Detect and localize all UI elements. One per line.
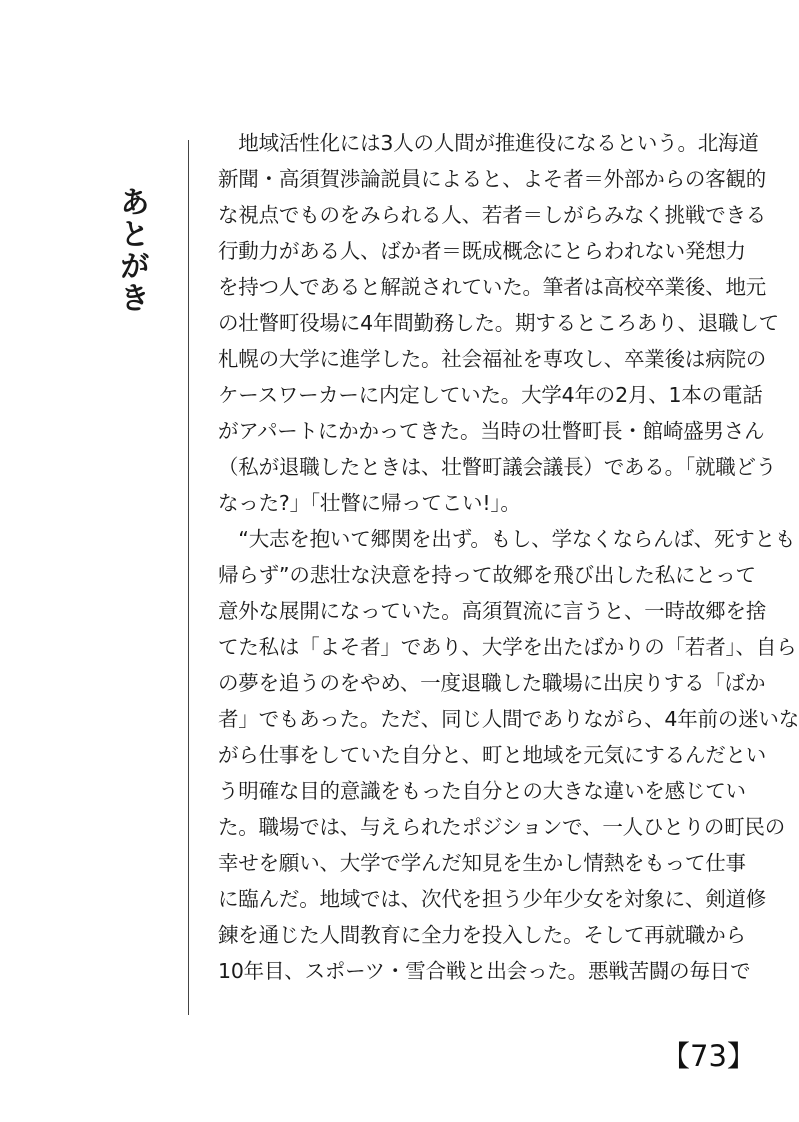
body-line: 札幌の大学に進学した。社会福祉を専攻し、卒業後は病院の	[218, 347, 767, 371]
body-line: た。職場では、与えられたポジションで、一人ひとりの町民の	[218, 815, 786, 839]
body-line: 帰らず”の悲壮な決意を持って故郷を飛び出した私にとって	[218, 563, 756, 587]
page-number: 【73】	[661, 1039, 756, 1073]
body-line: 意外な展開になっていた。高須賀流に言うと、一時故郷を捨	[218, 599, 767, 623]
body-line: 錬を通じた人間教育に全力を投入した。そして再就職から	[218, 923, 746, 947]
body-line: てた私は「よそ者」であり、大学を出たばかりの「若者」、自ら	[218, 635, 797, 659]
body-line: を持つ人であると解説されていた。筆者は高校卒業後、地元	[218, 275, 767, 299]
body-line: なった?」「壮瞥に帰ってこい!」。	[218, 491, 521, 515]
body-line: がアパートにかかってきた。当時の壮瞥町長・館崎盛男さん	[218, 419, 765, 443]
body-line: 地域活性化には3人の人間が推進役になるという。北海道	[218, 131, 759, 155]
divider-line	[188, 140, 189, 1015]
body-line: 10年目、スポーツ・雪合戦と出会った。悪戦苦闘の毎日で	[218, 959, 751, 983]
body-line: 幸せを願い、大学で学んだ知見を生かし情熱をもって仕事	[218, 851, 746, 875]
body-line: （私が退職したときは、壮瞥町議会議長）である。「就職どう	[218, 455, 777, 479]
body-line: “大志を抱いて郷関を出ず。もし、学なくならんば、死すとも	[218, 527, 796, 551]
body-line: う明確な目的意識をもった自分との大きな違いを感じてい	[218, 779, 746, 803]
body-line: ケースワーカーに内定していた。大学4年の2月、1本の電話	[218, 383, 763, 407]
body-line: 者」でもあった。ただ、同じ人間でありながら、4年前の迷いな	[218, 707, 799, 731]
body-line: の夢を追うのをやめ、一度退職した職場に出戻りする「ばか	[218, 671, 766, 695]
body-line: 新聞・高須賀渉論説員によると、よそ者＝外部からの客観的	[218, 167, 767, 191]
page-title: あとがき	[114, 186, 149, 314]
body-line: な視点でものをみられる人、若者＝しがらみなく挑戦できる	[218, 203, 767, 227]
body-line: の壮瞥町役場に4年間勤務した。期するところあり、退職して	[218, 311, 779, 335]
body-text	[218, 125, 799, 989]
body-line: に臨んだ。地域では、次代を担う少年少女を対象に、剣道修	[218, 887, 767, 911]
body-line: がら仕事をしていた自分と、町と地域を元気にするんだとい	[218, 743, 767, 767]
body-line: 行動力がある人、ばか者＝既成概念にとらわれない発想力	[218, 239, 746, 263]
